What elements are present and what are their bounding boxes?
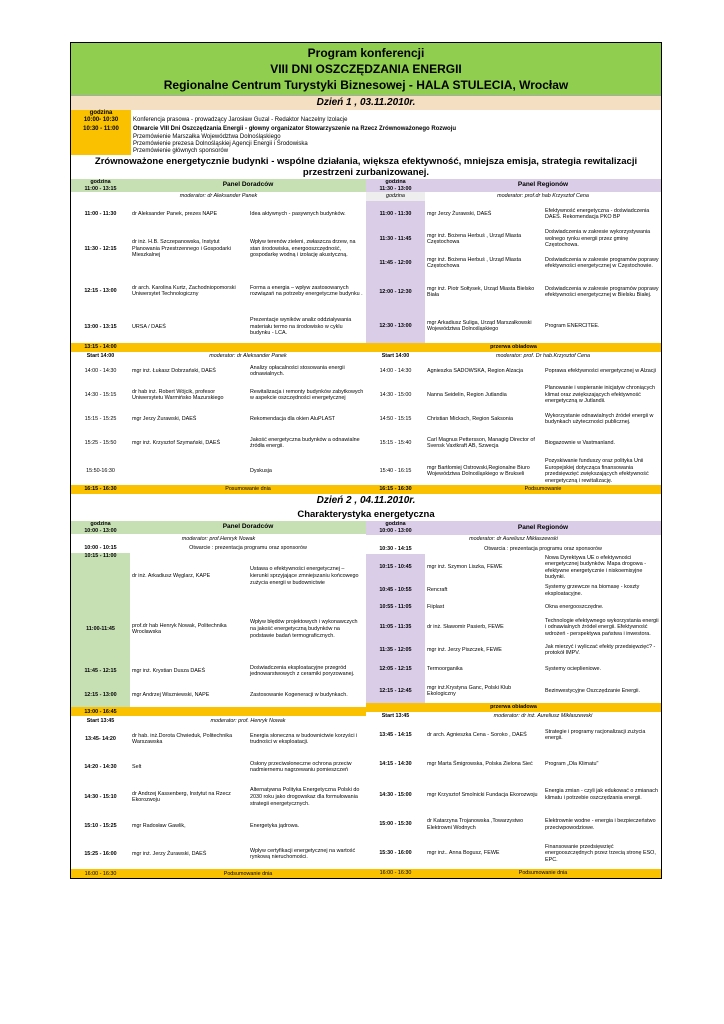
- topic-cell: Doświadczenia w zakresie wykorzystywania wolnego rynku energii przez gminę Częstochowa.: [545, 229, 651, 249]
- time-cell: 11:00 - 11:30: [84, 210, 117, 217]
- day2-heading: Dzień 2 , 04.11.2010r.: [316, 495, 416, 507]
- time-cell: 11:00 - 11:30: [366, 201, 425, 227]
- time-cell: 10:45 - 10:55: [366, 581, 425, 599]
- plenary-item: Przemówienie prezesa Dolnośląskiej Agencji Energii i Środowiska: [133, 141, 308, 147]
- topic-cell: Dyskusja: [250, 467, 272, 474]
- topic-cell: Pozyskiwanie funduszy oraz polityka Unii Europejskiej dotycząca finansowania przedsięwzięć zwiększających efektywność energetyczną i rewitalizację.: [545, 458, 649, 484]
- speaker-cell: Agnieszka SADOWSKA, Region Alzacja: [427, 367, 524, 374]
- time-cell: 14:00 - 14:30: [379, 367, 412, 374]
- topic-cell: Technologie efektywnego wykorzystania energii i odnawialnych źródeł energii. Efektywność wdrożeń - perspektywa państwa i inwestora.: [545, 617, 659, 637]
- speaker-cell: dr hab. inż.Dorota Chwieduk, Politechnika Warszawska: [132, 732, 233, 746]
- time-cell: 11:05 - 11:35: [366, 614, 425, 641]
- speaker-cell: dr arch. Agnieszka Cena - Soroko , DAEŚ: [427, 732, 527, 739]
- speaker-cell: mgr inż.Krystyna Ganc, Polski Klub Ekologiczny: [427, 684, 512, 698]
- panel-title: Panel Regionów: [425, 521, 661, 535]
- day1-topic: Zrównoważone energetycznie budynki - wspólne działania, większa efektywność, mniejsza emisja, strategia rewitalizacji przestrzeni zurbanizowanej.: [94, 156, 638, 178]
- time-cell: 11:45 - 12:00: [366, 251, 425, 275]
- start-time: Start 14:00: [381, 353, 410, 360]
- time-cell: 15:25 - 15:50: [84, 439, 117, 446]
- time-cell: 14:15 - 14:30: [379, 760, 412, 767]
- time-cell: 14:50 - 15:15: [379, 415, 412, 422]
- moderator: moderator: dr Aleksander Panek: [209, 353, 287, 360]
- topic-cell: Alternatywna Polityka Energetyczna Polski do 2030 roku jako drogowskaz dla formułowania strategii energetycznych.: [250, 787, 360, 807]
- panel-title: Panel Regionów: [425, 179, 661, 192]
- topic-cell: Doświadczenia w zakresie programów poprawy efektywności energetycznej w Bielsku Białej.: [545, 285, 659, 299]
- topic-cell: Wykorzystanie odnawialnych źródeł energii w budynkach użyteczności publicznej.: [545, 412, 654, 426]
- time-cell: 15:25 - 16:00: [84, 851, 117, 858]
- moderator: moderator: dr Aureliusz Mikłaszewski: [469, 536, 558, 543]
- topic-cell: Idea aktywnych - pasywnych budynków.: [250, 210, 346, 217]
- speaker-cell: mgr inż. Łukasz Dobrzański, DAEŚ: [132, 367, 216, 374]
- speaker-cell: mgr Krzysztof Smolnicki Fundacja Ekorozwoju: [427, 791, 538, 798]
- plenary-item: Konferencja prasowa - prowadzący Jarosław Guzal - Redaktor Naczelny Izolacje: [133, 117, 348, 123]
- topic-cell: Zastosowanie Kogeneracji w budynkach.: [250, 692, 348, 699]
- plenary-time: 10:30 - 11:00: [71, 124, 131, 134]
- speaker-cell: mgr inż. Bożena Herbuś , Urząd Miasta Częstochowa: [427, 256, 522, 270]
- topic-cell: Doświadczenia eksploatacyjne przegród jednowarstwowych z ceramiki poryzowanej.: [250, 664, 355, 678]
- speaker-cell: mgr inż. Krystian Dusza DAEŚ: [132, 668, 206, 675]
- day1-panels: [71, 179, 661, 494]
- time-cell: 12:05 - 12:15: [366, 659, 425, 680]
- topic-cell: Finansowanie przedsięwzięć energooszczędnych przez trzecią stronę ESO, EPC.: [545, 843, 656, 863]
- godzina-label: godzina: [366, 192, 425, 201]
- time-cell: 10:00 - 10:15: [84, 545, 117, 552]
- topic-cell: Strategie i programy racjonalizacji zużycia energii.: [545, 728, 646, 742]
- speaker-cell: mgr Jerzy Żurawski, DAEŚ: [132, 415, 197, 422]
- speaker-cell: dr inż. H.B. Szczepanowska, Instytut Planowania Przestrzennego i Gospodarki Mieszkalnej: [132, 239, 231, 259]
- conference-header: [71, 43, 661, 95]
- time-cell: 15:50-16:30: [86, 467, 115, 474]
- speaker-cell: Rencraft: [427, 587, 448, 594]
- opening-label: Otwarcie : prezentacja programu oraz sponsorów: [189, 545, 307, 552]
- plenary-item: Przemówienie Marszałka Województwa Dolnośląskiego: [133, 134, 281, 140]
- venue-title: Regionalne Centrum Turystyki Biznesowej - HALA STULECIA, Wrocław: [163, 78, 569, 92]
- topic-cell: Doświadczenia w zakresie programów poprawy efektywności energetycznej w Częstochowie.: [545, 256, 659, 270]
- plenary-time: 10:00- 10:30: [71, 117, 131, 124]
- day1-right-panel: [366, 179, 661, 494]
- topic-cell: Wpływ błędów projektowych i wykonawczych na jakość energetyczną budynków na podstawie badań termograficznych.: [250, 619, 358, 639]
- speaker-cell: dr Katarzyna Trojanowska ,Towarzystwo Elektrowni Wodnych: [427, 818, 524, 831]
- speaker-cell: mgr Andrzej Wiszniewski, NAPE: [132, 692, 210, 699]
- topic-cell: Poprawa efektywności energetycznej w Alzacji: [545, 367, 656, 374]
- time-cell: 15:15 - 15:40: [379, 439, 412, 446]
- day2-right-panel: [366, 521, 661, 878]
- time-cell: 14:30 - 15:00: [379, 391, 412, 398]
- moderator: moderator: prof. Dr hab.Krzysztof Cena: [495, 353, 591, 360]
- day2-left-panel: [71, 521, 366, 878]
- speaker-cell: dr arch. Karolina Kurtz, Zachodniopomorski Uniwersytet Technologiczny: [132, 284, 236, 298]
- topic-cell: Okna energooszczędne.: [545, 603, 604, 610]
- speaker-cell: URSA / DAEŚ: [132, 323, 166, 330]
- panel-time-head: godzina 10:00 - 13:00: [366, 521, 425, 535]
- topic-cell: Energia zmian - czyli jak edukować o zmianach klimatu i potrzebie oszczędzania energii.: [545, 788, 658, 801]
- moderator: moderator: dr inż. Aureliusz Mikłaszewski: [493, 713, 593, 720]
- panel-time-head: godzina 10:00 - 13:00: [71, 521, 130, 534]
- speaker-cell: mgr inż. Jerzy Żurawski, DAEŚ: [132, 851, 207, 858]
- time-cell: 14:30 - 15:00: [379, 791, 412, 798]
- lunch-break: przerwa obiadowa: [366, 703, 661, 712]
- time-cell: 10:55 - 11:05: [366, 600, 425, 614]
- speaker-cell: mgr inż. Bożena Herbuś , Urząd Miasta Częstochowa: [427, 232, 522, 246]
- topic-cell: Jakość energetyczna budynków a odnawialne źródła energii.: [250, 436, 360, 450]
- time-cell: 12:15 - 12:45: [366, 680, 425, 703]
- time-cell: 11:30 - 11:45: [366, 227, 425, 251]
- topic-cell: Wpływ terenów zieleni, zwłaszcza drzew, na stan środowiska, energooszczędność, gospodarkę wodną i izolację akustyczną.: [250, 239, 356, 259]
- topic-cell: Rewitalizacja i remonty budynków zabytkowych w aspekcie oszczędności energetycznej: [250, 388, 364, 402]
- speaker-cell: mgr inż. Jerzy Piszczek, FEWE: [427, 646, 502, 653]
- speaker-cell: dr Aleksander Panek, prezes NAPE: [132, 210, 218, 217]
- topic-cell: Elektrownie wodne - energia i bezpieczeństwo przeciwpowodziowe.: [545, 818, 656, 831]
- topic-cell: Planowanie i wspieranie inicjatyw chroniących klimat oraz zwiększających efektywność energetyczną w Jutlandii.: [545, 385, 655, 405]
- time-cell: 14:30 - 15:10: [84, 794, 117, 801]
- time-cell: 12:15 - 13:00: [71, 683, 130, 707]
- moderator: moderator: prof.Henryk Nowak: [181, 535, 256, 542]
- speaker-cell: dr hab inż. Robert Wójcik, profesor Uniwersytetu Warmińsko Mazurskiego: [132, 388, 224, 402]
- time-cell: 14:30 - 15:15: [84, 391, 117, 398]
- summary-label: Posumowanie dnia: [130, 485, 366, 494]
- speaker-cell: dr inż. Arkadiusz Węglarz, KAPE: [132, 573, 211, 580]
- start-time: Start 13:45: [86, 717, 115, 724]
- time-cell: 11:45 - 12:15: [71, 659, 130, 683]
- topic-cell: Biogazownie w Vastmanland.: [545, 439, 616, 446]
- summary-label: Podsumowanie dnia: [130, 869, 366, 878]
- time-cell: 15:30 - 16:00: [379, 850, 412, 857]
- summary-label: Podsumowanie: [425, 485, 661, 494]
- topic-cell: Jak mierzyć i wyliczać efekty przedsięwzięć? - protokół IMPV.: [545, 643, 656, 657]
- time-cell: 12:30 - 13:00: [366, 309, 425, 343]
- break-time: 13:15 - 14:00: [71, 343, 130, 352]
- topic-cell: Energetyka jądrowa.: [250, 823, 300, 830]
- end-time: 16:15 - 16:30: [71, 485, 130, 494]
- break-time: 13:00 - 16:45: [71, 707, 130, 716]
- time-cell: 13:45- 14:20: [85, 736, 116, 743]
- speaker-cell: dr Andrzej Kassenberg, Instytut na Rzecz Ekorozwoju: [132, 790, 231, 804]
- topic-cell: Prezentacje wyników analiz oddziaływania materiału termo na środowisko w cyklu budynku - LCA.: [250, 317, 352, 337]
- speaker-cell: [130, 457, 248, 485]
- speaker-cell: Fiiplast: [427, 603, 445, 610]
- moderator: moderator: prof. Henryk Nowak: [210, 717, 286, 724]
- time-cell: 12:15 - 13:00: [84, 287, 117, 294]
- speaker-cell: mgr Bartłomiej Ostrowski,Regionalne Biuro Województwa Dolnośląskiego w Brukseli: [427, 464, 530, 478]
- end-time: 16:00 - 16:30: [366, 869, 425, 878]
- program-sheet: [70, 42, 662, 879]
- topic-cell: Bezinwestycyjne Oszczędzanie Energii.: [545, 687, 640, 694]
- speaker-cell: dr inż. Sławomir Pasierb, FEWE: [427, 624, 504, 631]
- panel-time-head: godzina 11:00 - 13:15: [71, 179, 130, 192]
- topic-cell: Program ENERCITEE.: [545, 322, 600, 329]
- time-cell: 10:15 - 11:00: [71, 553, 130, 599]
- plenary-item: Przemówienie głównych sponsorów: [133, 148, 229, 154]
- speaker-cell: mgr Radosław Gawlik,: [132, 823, 186, 830]
- panel-time-head: godzina 11:30 - 13:00: [366, 179, 425, 192]
- speaker-cell: mgr Jerzy Żurawski, DAEŚ: [427, 210, 492, 217]
- time-cell: 11:35 - 12:05: [366, 641, 425, 659]
- panel-title: Panel Doradców: [130, 179, 366, 192]
- end-time: 16:00 - 16:30: [71, 869, 130, 878]
- speaker-cell: mgr inż. Szymon Liszka, FEWE: [427, 564, 503, 571]
- topic-cell: Program „Dla Klimatu": [545, 760, 599, 767]
- topic-cell: Ustawa o efektywności energetycznej – kierunki sprzyjające zmniejszaniu końcowego zużycia energii w budownictwie: [250, 566, 359, 586]
- topic-cell: Systemy ocieplieniowe.: [545, 666, 602, 673]
- plenary-item: Otwarcie VIII Dni Oszczędzania Energii - głowny organizator Stowarzyszenie na Rzecz Zrównoważonego Rozwoju: [133, 125, 457, 132]
- start-time: Start 14:00: [86, 353, 115, 360]
- topic-cell: Rekomendacja dla okien AluPLAST: [250, 415, 336, 422]
- topic-cell: Energia słoneczna w budownictwie korzyści i trudności w eksploatacji.: [250, 732, 358, 746]
- time-cell: 11:30 - 12:15: [84, 245, 117, 252]
- time-cell: 14:00 - 14:30: [84, 367, 117, 374]
- speaker-cell: prof.dr hab Henryk Nowak, Politechnika Wrocławska: [132, 622, 227, 636]
- speaker-cell: mgr inż. Krzysztof Szymański, DAEŚ: [132, 439, 221, 446]
- topic-cell: Nowa Dyrektywa UE o efektywności energetycznej budynków. Mapa drogowa - efektywne energetycznie i niskoemisyjne budynki.: [545, 554, 646, 581]
- speaker-cell: mgr inż.. Anna Bogusz, FEWE: [427, 850, 500, 857]
- topic-cell: Wpływ certyfikacji energetycznej na wartość rynkową nieruchomości.: [250, 847, 356, 861]
- time-cell: 15:00 - 15:30: [379, 821, 412, 828]
- day1-heading: Dzień 1 , 03.11.2010r.: [71, 95, 661, 110]
- time-cell: 10:15 - 10:45: [366, 554, 425, 581]
- day1-left-panel: [71, 179, 366, 494]
- day2-topic: Charakterystyka energetyczna: [297, 509, 435, 521]
- day2-panels: [71, 521, 661, 878]
- speaker-cell: mgr inż. Piotr Sołtysek, Urząd Miasta Bielsko Biała: [427, 285, 535, 299]
- moderator: moderator: prof.dr hab Krzysztof Cena: [497, 193, 589, 200]
- lunch-break: przerwa obiadowa: [366, 343, 661, 352]
- start-time: Start 13:45: [381, 713, 410, 720]
- moderator: moderator: dr Aleksander Panek: [179, 193, 258, 200]
- topic-cell: Efektywność energetyczna - doświadczenia DAEŚ. Rekomendacja PKO BP: [545, 207, 650, 221]
- time-cell: 15:10 - 15:25: [84, 823, 117, 830]
- time-cell: 13:45 - 14:15: [379, 732, 412, 739]
- summary-label: Podsumowanie dnia: [425, 869, 661, 878]
- plenary-godzina: godzina: [71, 110, 131, 117]
- opening-label: Otwarcia : prezentacja programu oraz sponsorów: [484, 545, 602, 552]
- time-cell: 11:00-11:45: [71, 599, 130, 659]
- time-cell: 13:00 - 13:15: [84, 323, 117, 330]
- topic-cell: Osłony przeciwsłoneczne ochrona przeciw nadmiernemu nagrzewaniu pomieszczeń: [250, 760, 352, 774]
- speaker-cell: mgr Arkadiusz Suliga, Urząd Marszałkowski Województwa Dolnośląskiego: [427, 319, 532, 333]
- speaker-cell: Nanna Seidelin, Region Jutlandia: [427, 391, 507, 398]
- topic-cell: Systemy grzewcze na biomasę - koszty eksploatacyjne.: [545, 583, 640, 597]
- time-cell: 15:40 - 16:15: [379, 467, 412, 474]
- panel-title: Panel Doradców: [130, 521, 366, 534]
- topic-cell: Forma a energia – wpływ zastosowanych rozwiązań na potrzeby energetyczne budynku .: [250, 284, 363, 298]
- program-title: Program konferencji: [307, 46, 425, 60]
- speaker-cell: mgr Marta Śmigrowska, Polska Zielona Sieć: [427, 760, 533, 767]
- speaker-cell: Termoorganika: [427, 666, 463, 673]
- time-cell: 15:15 - 15:25: [84, 415, 117, 422]
- time-cell: 10:30 - 14:15: [379, 545, 412, 552]
- speaker-cell: Selt: [132, 764, 142, 771]
- plenary-table: [71, 110, 661, 155]
- speaker-cell: Carl Magnus Pettersson, Managig Director of Svensk Vaxtkraft AB, Szwecja: [427, 436, 535, 450]
- event-title: VIII DNI OSZCZĘDZANIA ENERGII: [270, 62, 462, 76]
- time-cell: 14:20 - 14:30: [84, 764, 117, 771]
- topic-cell: Analizy opłacalności stosowania energii odnawialnych.: [250, 364, 345, 378]
- speaker-cell: Christian Micksch, Region Saksonia: [427, 415, 513, 422]
- time-cell: 12:00 - 12:30: [366, 275, 425, 309]
- end-time: 16:15 - 16:30: [366, 485, 425, 494]
